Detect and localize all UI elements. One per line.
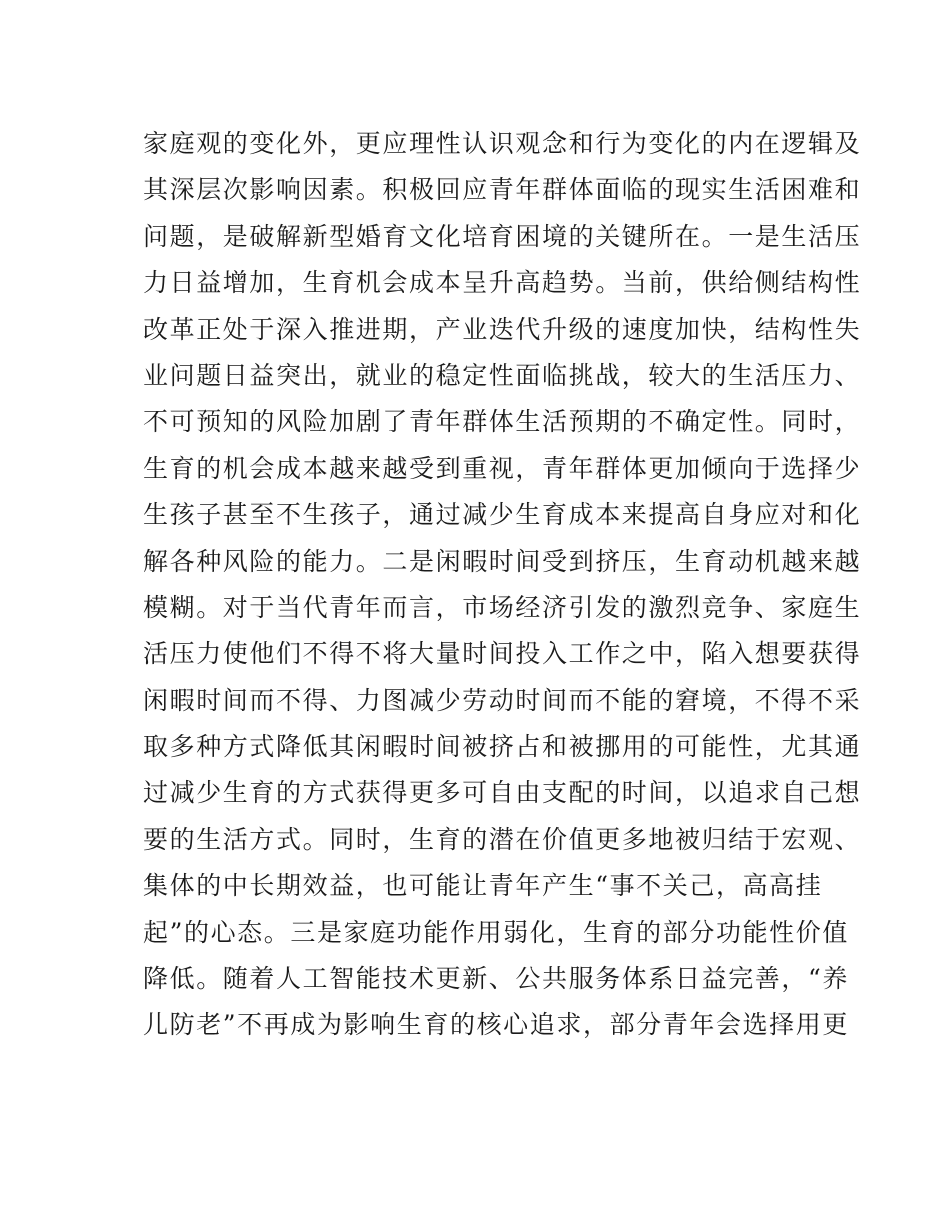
text-line: 模糊。对于当代青年而言，市场经济引发的激烈竞争、家庭生 bbox=[143, 592, 862, 622]
text-line: 解各种风险的能力。二是闲暇时间受到挤压，生育动机越来越 bbox=[143, 546, 862, 576]
text-line: 儿防老”不再成为影响生育的核心追求，部分青年会选择用更 bbox=[143, 1010, 849, 1040]
text-line: 集体的中长期效益，也可能让青年产生“事不关己，高高挂 bbox=[143, 871, 823, 901]
text-line: 业问题日益突出，就业的稳定性面临挑战，较大的生活压力、 bbox=[143, 360, 862, 390]
text-line: 闲暇时间而不得、力图减少劳动时间而不能的窘境，不得不采 bbox=[143, 685, 862, 715]
body-paragraph bbox=[143, 121, 862, 1049]
text-line: 问题，是破解新型婚育文化培育困境的关键所在。一是生活压 bbox=[143, 221, 862, 251]
text-line: 生孩子甚至不生孩子，通过减少生育成本来提高自身应对和化 bbox=[143, 500, 862, 530]
text-line: 降低。随着人工智能技术更新、公共服务体系日益完善，“养 bbox=[143, 964, 849, 994]
text-line: 活压力使他们不得不将大量时间投入工作之中，陷入想要获得 bbox=[143, 639, 862, 669]
text-line: 起”的心态。三是家庭功能作用弱化，生育的部分功能性价值 bbox=[143, 917, 849, 947]
text-line: 改革正处于深入推进期，产业迭代升级的速度加快，结构性失 bbox=[143, 314, 862, 344]
text-line: 不可预知的风险加剧了青年群体生活预期的不确定性。同时， bbox=[143, 407, 862, 437]
text-line: 要的生活方式。同时，生育的潜在价值更多地被归结于宏观、 bbox=[143, 824, 862, 854]
text-line: 力日益增加，生育机会成本呈升高趋势。当前，供给侧结构性 bbox=[143, 268, 862, 298]
text-line: 家庭观的变化外，更应理性认识观念和行为变化的内在逻辑及 bbox=[143, 129, 862, 158]
text-line: 生育的机会成本越来越受到重视，青年群体更加倾向于选择少 bbox=[143, 453, 862, 483]
text-line: 过减少生育的方式获得更多可自由支配的时间，以追求自己想 bbox=[143, 778, 862, 808]
text-line: 取多种方式降低其闲暇时间被挤占和被挪用的可能性，尤其通 bbox=[143, 732, 862, 762]
text-line: 其深层次影响因素。积极回应青年群体面临的现实生活困难和 bbox=[143, 175, 862, 205]
